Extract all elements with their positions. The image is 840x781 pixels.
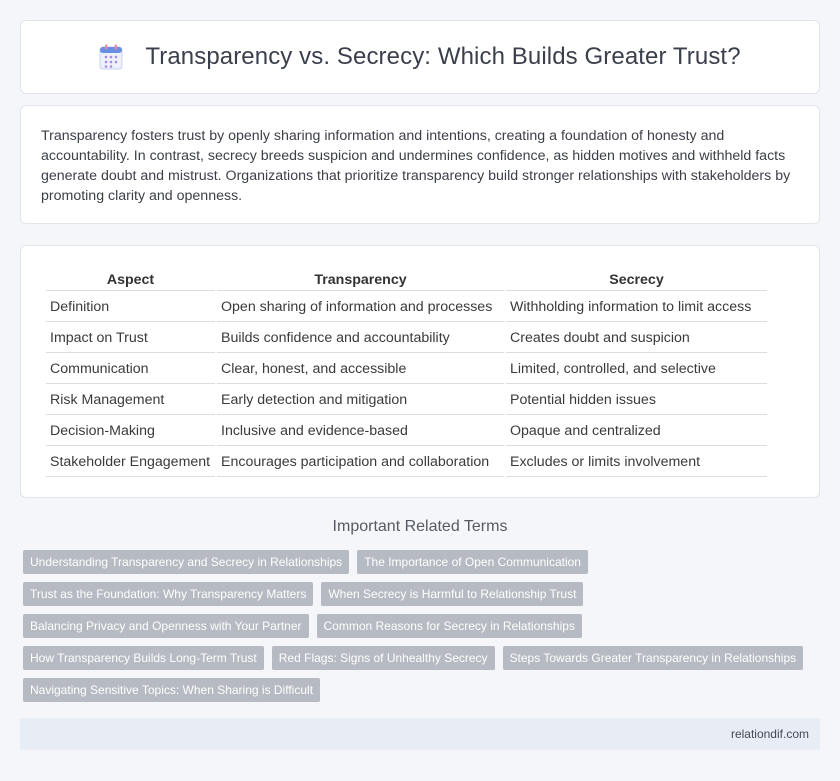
cell-secrecy: Excludes or limits involvement [506,448,767,477]
cell-secrecy: Withholding information to limit access [506,293,767,322]
table-header-row [46,269,767,291]
table-row [46,448,767,477]
related-term-link[interactable]: How Transparency Builds Long-Term Trust [23,646,264,670]
footer [20,718,820,750]
title-wrap [99,43,740,71]
cell-aspect: Impact on Trust [46,324,215,353]
calendar-icon [99,44,123,70]
related-terms-heading: Important Related Terms [332,518,508,535]
cell-aspect: Decision-Making [46,417,215,446]
table-row [46,293,767,322]
intro-paragraph: Transparency fosters trust by openly sharing information and intentions, creating a foundation of honesty and accountability. In contrast, secrecy breeds suspicion and undermines confidence, as hidden motives and withheld facts generate doubt and mistrust. Organizations that prioritize transparency build stronger relationships with stakeholders by promoting clarity and openness. [41,128,791,204]
related-terms-list [23,550,823,710]
related-term-link[interactable]: When Secrecy is Harmful to Relationship Trust [321,582,583,606]
cell-transparency: Encourages participation and collaboration [217,448,504,477]
cell-secrecy: Potential hidden issues [506,386,767,415]
comparison-table-card [20,245,820,498]
table-row [46,324,767,353]
tag-row [23,678,823,702]
header-transparency: Transparency [217,269,504,291]
related-term-link[interactable]: Trust as the Foundation: Why Transparency Matters [23,582,313,606]
tag-row [23,550,823,574]
cell-transparency: Open sharing of information and processes [217,293,504,322]
related-term-link[interactable]: Steps Towards Greater Transparency in Relationships [503,646,804,670]
cell-aspect: Definition [46,293,215,322]
cell-aspect: Stakeholder Engagement [46,448,215,477]
footer-site-link[interactable]: relationdif.com [730,727,809,741]
comparison-table [44,267,769,479]
table-row [46,417,767,446]
cell-secrecy: Opaque and centralized [506,417,767,446]
tag-row [23,646,823,670]
header-card [20,20,820,94]
table-row [46,355,767,384]
related-term-link[interactable]: Navigating Sensitive Topics: When Sharing is Difficult [23,678,320,702]
intro-card [20,105,820,224]
cell-transparency: Early detection and mitigation [217,386,504,415]
cell-secrecy: Limited, controlled, and selective [506,355,767,384]
related-term-link[interactable]: The Importance of Open Communication [357,550,588,574]
related-term-link[interactable]: Common Reasons for Secrecy in Relationships [317,614,582,638]
related-term-link[interactable]: Red Flags: Signs of Unhealthy Secrecy [272,646,495,670]
related-term-link[interactable]: Understanding Transparency and Secrecy in Relationships [23,550,349,574]
cell-aspect: Communication [46,355,215,384]
cell-secrecy: Creates doubt and suspicion [506,324,767,353]
cell-aspect: Risk Management [46,386,215,415]
page-title: Transparency vs. Secrecy: Which Builds Greater Trust? [145,43,741,70]
tag-row [23,582,823,606]
cell-transparency: Clear, honest, and accessible [217,355,504,384]
table-row [46,386,767,415]
tag-row [23,614,823,638]
header-secrecy: Secrecy [506,269,767,291]
related-term-link[interactable]: Balancing Privacy and Openness with Your Partner [23,614,309,638]
cell-transparency: Builds confidence and accountability [217,324,504,353]
header-aspect: Aspect [46,269,215,291]
cell-transparency: Inclusive and evidence-based [217,417,504,446]
